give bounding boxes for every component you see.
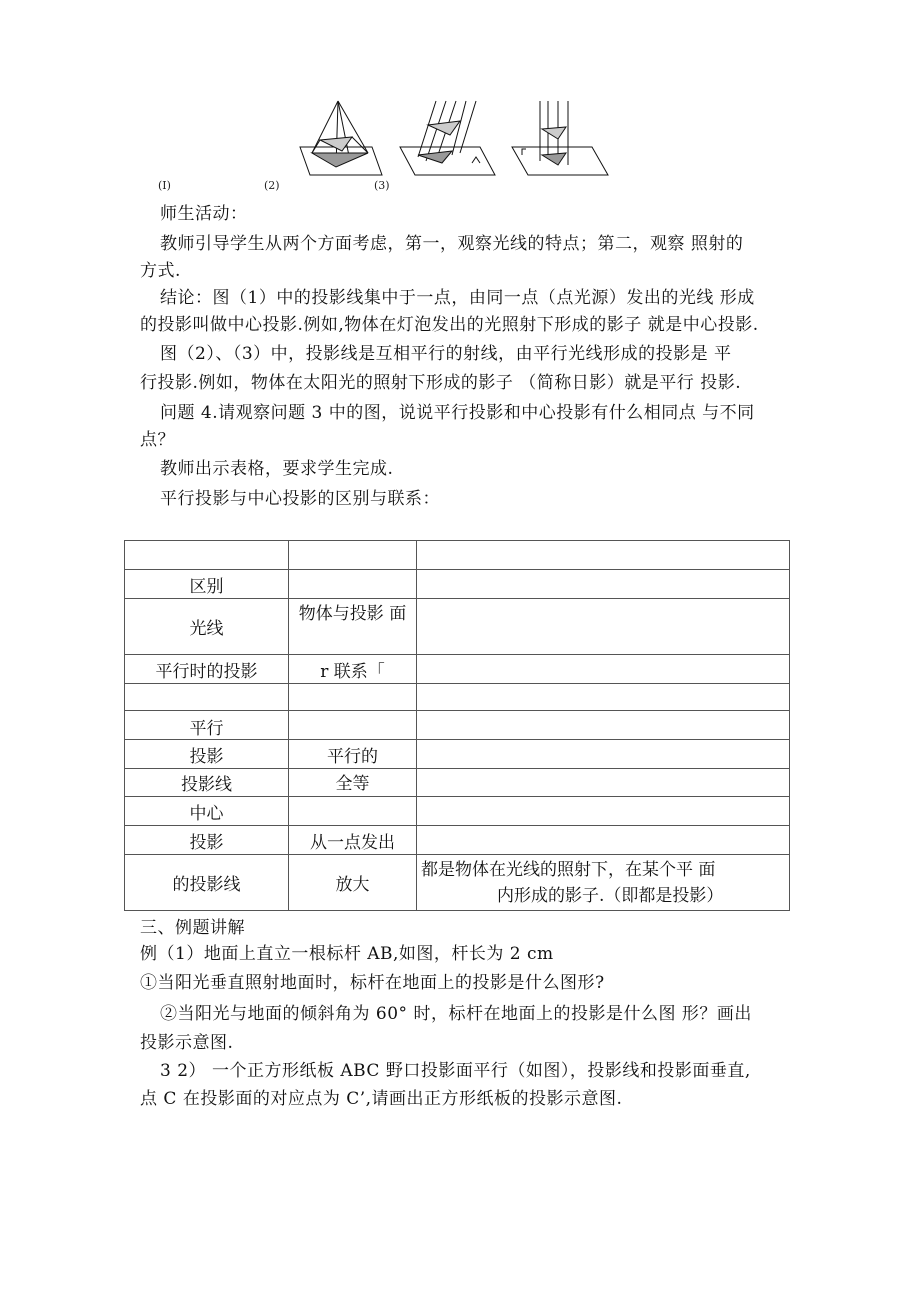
figure-caption-1: (I): [158, 179, 171, 192]
example-2-line-1: 3 2） 一个正方形纸板 ABC 野口投影面平行（如图），投影线和投影面垂直,: [160, 1061, 751, 1081]
table-cell: [289, 797, 417, 826]
table-cell: 放大: [289, 855, 417, 911]
table-cell: [417, 655, 790, 684]
table-row: [125, 655, 790, 684]
table-cell: [417, 570, 790, 599]
paragraph-5: 教师出示表格，要求学生完成.: [160, 459, 394, 479]
common-features-line-2: 内形成的影子.（即都是投影）: [497, 885, 724, 906]
table-cell: [417, 826, 790, 855]
table-cell: [417, 740, 790, 769]
paragraph-1-line-1: 教师引导学生从两个方面考虑，第一，观察光线的特点；第二，观察 照射的: [160, 234, 744, 254]
table-cell: 区别: [125, 570, 289, 599]
orthogonal-parallel-projection-figure: [512, 101, 608, 175]
table-cell: 中心: [125, 797, 289, 826]
table-cell: [289, 541, 417, 570]
table-cell: 平行的: [289, 740, 417, 769]
table-row: [125, 599, 790, 655]
table-cell: [289, 570, 417, 599]
table-cell: [417, 797, 790, 826]
table-cell: 投影线: [125, 769, 289, 797]
paragraph-4-line-2: 点？: [140, 430, 175, 450]
table-cell: 投影: [125, 740, 289, 769]
table-cell: [125, 541, 289, 570]
example-2-line-2: 点 C 在投影面的对应点为 C’,请画出正方形纸板的投影示意图.: [140, 1089, 623, 1109]
common-features-line-1: 都是物体在光线的照射下，在某个平 面: [421, 859, 716, 880]
paragraph-1-line-2: 方式.: [140, 261, 181, 281]
table-cell: 全等: [289, 769, 417, 797]
table-cell: 投影: [125, 826, 289, 855]
paragraph-2-line-2: 的投影叫做中心投影.例如,物体在灯泡发出的光照射下形成的影子 就是中心投影.: [140, 315, 759, 335]
paragraph-2-line-1: 结论：图（1）中的投影线集中于一点，由同一点（点光源）发出的光线 形成: [160, 288, 755, 308]
table-row: [125, 797, 790, 826]
section-heading: 三、例题讲解: [140, 918, 245, 938]
table-cell: 光线: [125, 599, 289, 655]
paragraph-3-line-2: 行投影.例如，物体在太阳光的照射下形成的影子 （简称日影）就是平行 投影.: [140, 373, 742, 393]
figure-caption-2: (2): [264, 179, 280, 192]
table-row: [125, 740, 790, 769]
question-1: ①当阳光垂直照射地面时，标杆在地面上的投影是什么图形?: [140, 973, 605, 993]
table-row: [125, 684, 790, 711]
table-title: 平行投影与中心投影的区别与联系：: [160, 489, 440, 509]
table-cell: [289, 684, 417, 711]
table-cell: [417, 711, 790, 740]
table-cell: 平行: [125, 711, 289, 740]
table-row: [125, 826, 790, 855]
projection-figures: [290, 95, 620, 185]
table-cell-common-features: [417, 855, 790, 911]
example-1: 例（1）地面上直立一根标杆 AB,如图，杆长为 2 cm: [140, 944, 554, 964]
paragraph-4-line-1: 问题 4.请观察问题 3 中的图，说说平行投影和中心投影有什么相同点 与不同: [160, 403, 755, 423]
table-row: [125, 769, 790, 797]
figure-caption-3: (3): [374, 179, 390, 192]
table-cell: [417, 541, 790, 570]
table-cell: 的投影线: [125, 855, 289, 911]
activity-label: 师生活动：: [160, 204, 248, 224]
table-row: [125, 855, 790, 911]
oblique-parallel-projection-figure: [400, 101, 495, 175]
table-cell: r 联系「: [289, 655, 417, 684]
table-row: [125, 570, 790, 599]
table-cell: 物体与投影 面: [289, 599, 417, 655]
question-2-line-1: ②当阳光与地面的倾斜角为 60° 时，标杆在地面上的投影是什么图 形？画出: [160, 1004, 752, 1024]
paragraph-3-line-1: 图（2）、（3）中，投影线是互相平行的射线，由平行光线形成的投影是 平: [160, 344, 732, 364]
table-cell: 平行时的投影: [125, 655, 289, 684]
table-cell: [417, 769, 790, 797]
table-cell: 从一点发出: [289, 826, 417, 855]
table-cell: [417, 599, 790, 655]
table-cell: [417, 684, 790, 711]
table-row: [125, 541, 790, 570]
table-row: [125, 711, 790, 740]
comparison-table: [124, 540, 790, 911]
table-cell: [125, 684, 289, 711]
central-projection-figure: [300, 101, 382, 175]
question-2-line-2: 投影示意图.: [140, 1033, 234, 1053]
table-cell: [289, 711, 417, 740]
